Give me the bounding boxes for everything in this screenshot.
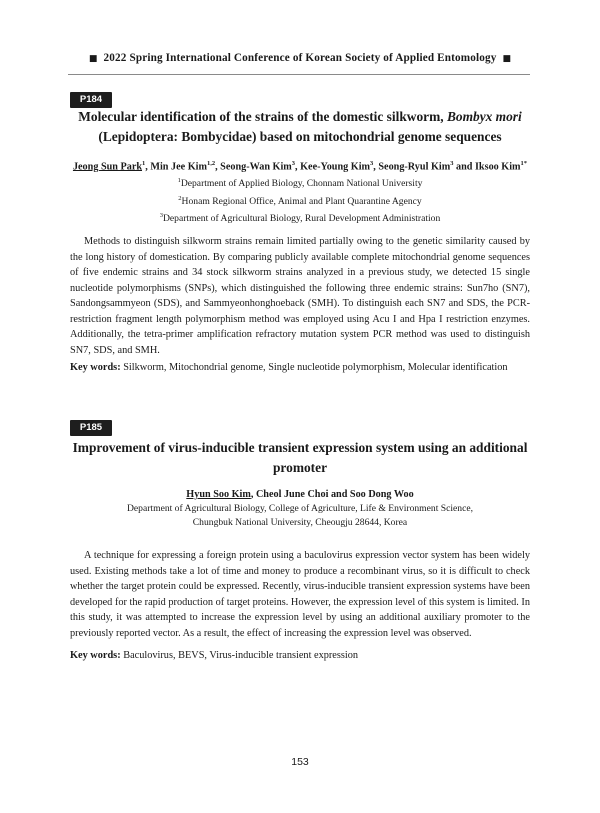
keywords	[70, 648, 530, 663]
author-block	[70, 157, 530, 226]
keywords	[70, 360, 530, 375]
affiliation: Chungbuk National University, Cheougju 28644, Korea	[192, 517, 408, 528]
author-block	[70, 488, 530, 530]
keywords-label: Key words:	[70, 362, 121, 373]
affiliation: $^1$Department of Applied Biology, Chonnam National University	[177, 177, 423, 190]
abstract-body: Methods to distinguish silkworm strains remain limited partially owing to the genetic similarity caused by the long history of domestication. By comparing publicly available complete mitochondrial genome sequences of five endemic strains and 34 stock silkworm strains analyzed in a previous study, we detected 15 single nucleotide polymorphisms (SNPs), which distinguished the following three endemic strains: Sun7ho (SN7), Sandongsammyeon (SDS), and Sammyeonhonghoeback (SMH). To distinguish each SN7 and SDS, the PCR-restriction fragment length polymorphism method was employed using Acu I and Hpa I restriction enzymes. Additionally, the tetra-primer amplification refractory mutation system PCR method was used to distinguish SN7, SDS, and SMH.	[70, 236, 530, 356]
abstract-title: Improvement of virus-inducible transient expression system using an additional promoter	[72, 440, 528, 475]
author-name: Seong-Ryul Kim	[378, 161, 451, 173]
keywords-label: Key words:	[70, 650, 121, 661]
author-name: Min Jee Kim	[150, 161, 207, 173]
square-bullet-icon: ■	[502, 54, 512, 64]
author-name: Hyun Soo Kim	[186, 489, 251, 500]
author-name: Kee-Young Kim	[300, 161, 371, 173]
affiliation: Department of Agricultural Biology, College of Agriculture, Life & Environment Science,	[127, 503, 473, 514]
abstract-id-badge: P184	[70, 92, 112, 108]
author-list: Hyun Soo Kim, Cheol June Choi and Soo Dong Woo	[186, 489, 414, 500]
abstract-body: A technique for expressing a foreign protein using a baculovirus expression vector system has been widely used. Existing methods take a lot of time and money to produce a recombinant virus, so it is difficult to check whether the target protein could be expressed. Recently, virus-inducible transient expression systems have been developed for the rapid production of target proteins. However, the expression level of this system is limited. In this study, it was attempted to increase the expression level by using an additional auxiliary promoter to the previously reported vector. As a result, the effect of increasing the expression level was observed.	[70, 550, 530, 639]
keywords-list: Baculovirus, BEVS, Virus-inducible transient expression	[123, 650, 359, 661]
abstract-id-badge: P185	[70, 420, 112, 436]
header-divider	[68, 74, 530, 75]
species-name: Bombyx mori	[446, 109, 522, 124]
conference-title: 2022 Spring International Conference of Korean Society of Applied Entomology	[103, 52, 497, 64]
author-name: Iksoo Kim	[474, 161, 521, 173]
affiliation: $^2$Honam Regional Office, Animal and Plant Quarantine Agency	[178, 194, 422, 207]
square-bullet-icon: ■	[88, 54, 98, 64]
keywords-list: Silkworm, Mitochondrial genome, Single nucleotide polymorphism, Molecular identification	[123, 362, 508, 373]
author-name: Seong-Wan Kim	[220, 161, 292, 173]
page-number: 153	[291, 756, 309, 768]
running-header	[0, 52, 600, 64]
author-list: Jeong Sun Park$^1$, Min Jee Kim$^{1,2}$, Seong-Wan Kim$^3$, Kee-Young Kim$^3$, Seong-Ryul Kim$^3$ and Iksoo Kim$^{1*}$	[72, 160, 528, 173]
affiliation: $^3$Department of Agricultural Biology, Rural Development Administration	[159, 211, 441, 224]
author-name: Jeong Sun Park	[72, 161, 143, 173]
abstract-title: Molecular identification of the strains of the domestic silkworm, Bombyx mori (Lepidoptera: Bombycidae) based on mitochondrial genome sequences	[78, 109, 522, 144]
